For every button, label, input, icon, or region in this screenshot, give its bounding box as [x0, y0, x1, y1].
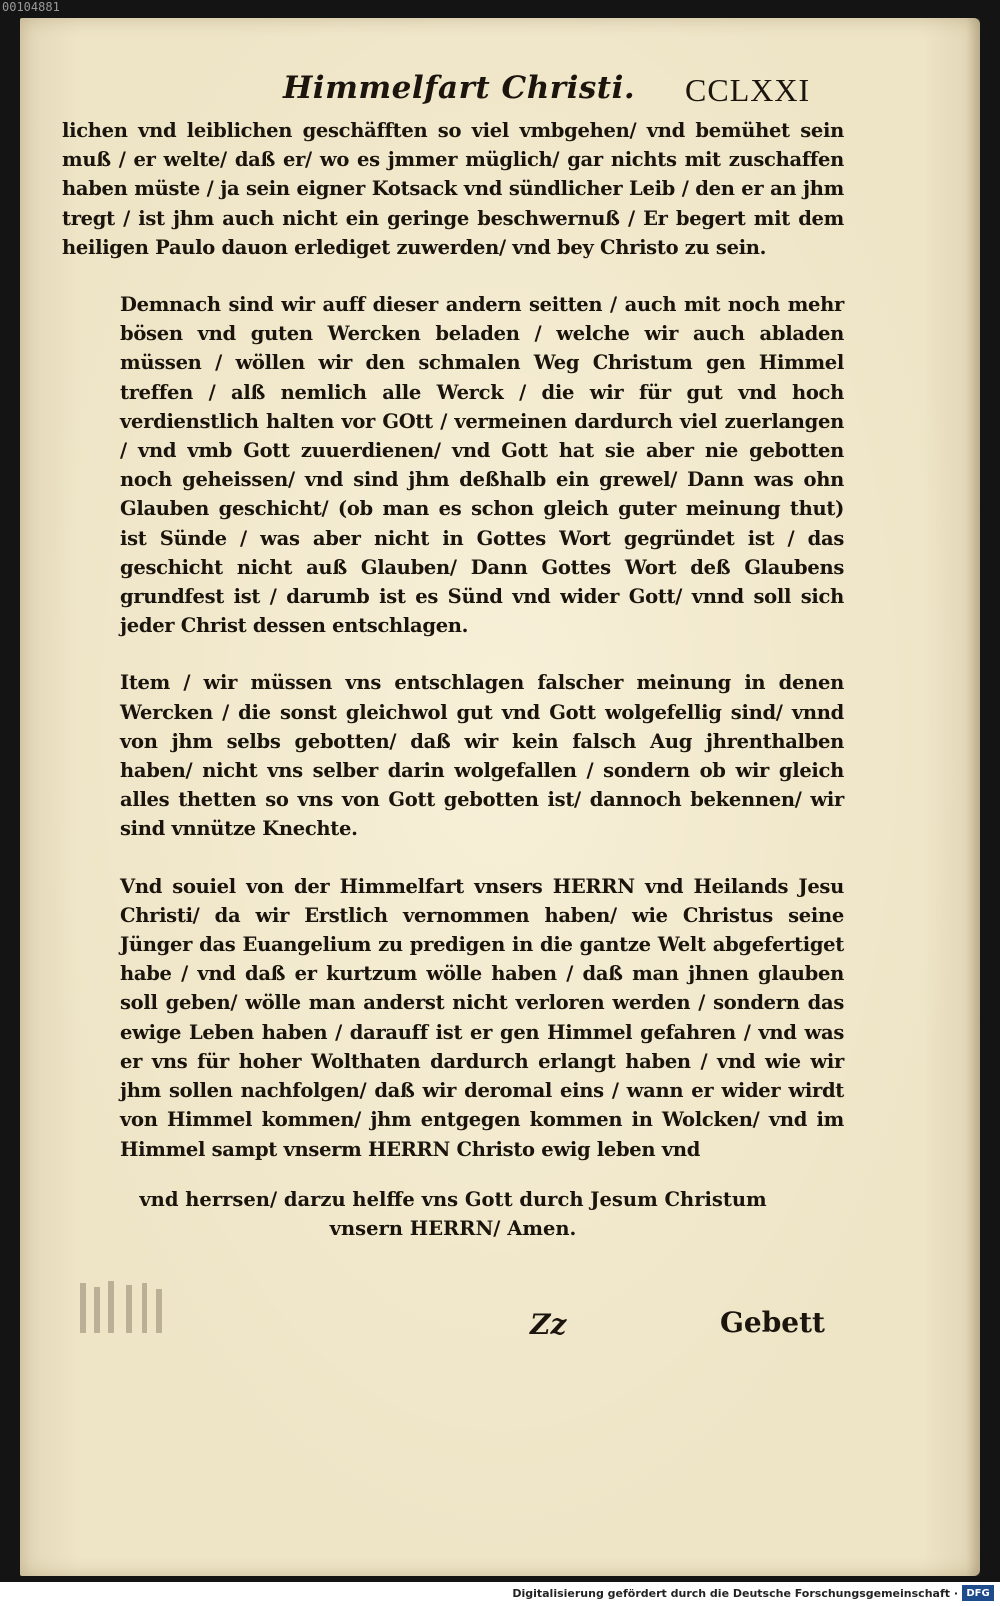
closing-line-2: vnsern HERRN/ Amen. — [329, 1217, 577, 1241]
signature-mark: Zz — [530, 1308, 567, 1341]
running-head: Himmelfart Christi. — [283, 70, 636, 106]
catchword: Gebett — [720, 1306, 825, 1339]
funding-credit: Digitalisierung gefördert durch die Deutsche Forschungsgemeinschaft · — [512, 1587, 958, 1600]
paragraph-1: lichen vnd leiblichen geschäfften so viel vmbgehen/ vnd bemühet sein muß / er welte/ daß er/ wo es jmmer müglich/ gar nichts mit zuschaffen haben müste / ja sein eigner Kotsack vnd sündlicher Leib / den er an jhm tregt / ist jhm auch nicht ein geringe beschwernuß / Er begert mit dem heiligen Paulo dauon erlediget zuwerden/ vnd bey Christo zu sein. — [62, 119, 844, 259]
closing-lines — [62, 1185, 844, 1243]
folio-number: CCLXXI — [685, 72, 811, 108]
page-header — [20, 70, 980, 120]
show-through-ink-mark — [70, 1273, 180, 1343]
digitization-footer — [0, 1582, 1000, 1606]
paragraph-2: Demnach sind wir auff dieser andern seitten / auch mit noch mehr bösen vnd guten Wercken beladen / welche wir auch abladen müssen / wöllen wir den schmalen Weg Christum gen Himmel treffen / alß nemlich alle Werck / die wir für gut vnd hoch verdienstlich halten vor GOtt / vermeinen dardurch viel zuerlangen / vnd vmb Gott zuuerdienen/ vnd Gott hat sie aber nie gebotten noch geheissen/ vnd sind jhm deßhalb ein grewel/ Dann was ohn Glauben geschicht/ (ob man es schon gleich guter meinung thut) ist Sünde / was aber nicht in Gottes Wort gegründet ist / das geschicht nicht auß Glauben/ Dann Gottes Wort deß Glaubens grundfest ist / darumb ist es Sünd vnd wider Gott/ vnnd soll sich jeder Christ dessen entschlagen. — [120, 293, 844, 638]
scan-id-label: 00104881 — [2, 0, 60, 14]
dfg-logo-icon: DFG — [962, 1585, 994, 1601]
closing-line-1: vnd herrsen/ darzu helffe vns Gott durch Jesum Christum — [139, 1188, 767, 1211]
body-text — [62, 116, 844, 1164]
page-edge-shadow — [966, 18, 980, 1576]
paragraph-3: Item / wir müssen vns entschlagen falscher meinung in denen Wercken / die sonst gleichwol gut vnd Gott wolgefellig sind/ vnnd von jhm selbs gebotten/ daß wir kein falsch Aug jhrenthalben haben/ nicht vns selber darin wolgefallen / sondern ob wir gleich alles thetten so vns von Gott gebotten ist/ dannoch bekennen/ wir sind vnnütze Knechte. — [120, 671, 844, 841]
book-page — [20, 18, 980, 1576]
paragraph-4: Vnd souiel von der Himmelfart vnsers HERRN vnd Heilands Jesu Christi/ da wir Erstlich vernommen haben/ wie Christus seine Jünger das Euangelium zu predigen in die gantze Welt abgefertiget habe / vnd daß er kurtzum wölle haben / daß man jhnen glauben soll geben/ wölle man anderst nicht verloren werden / sondern das ewige Leben haben / darauff ist er gen Himmel gefahren / vnd was er vns für hoher Wolthaten dardurch erlangt haben / vnd wie wir jhm sollen nachfolgen/ daß wir deromal eins / wann er wider wirdt von Himmel kommen/ jhm entgegen kommen in Wolcken/ vnd im Himmel sampt vnserm HERRN Christo ewig leben vnd — [120, 874, 844, 1161]
